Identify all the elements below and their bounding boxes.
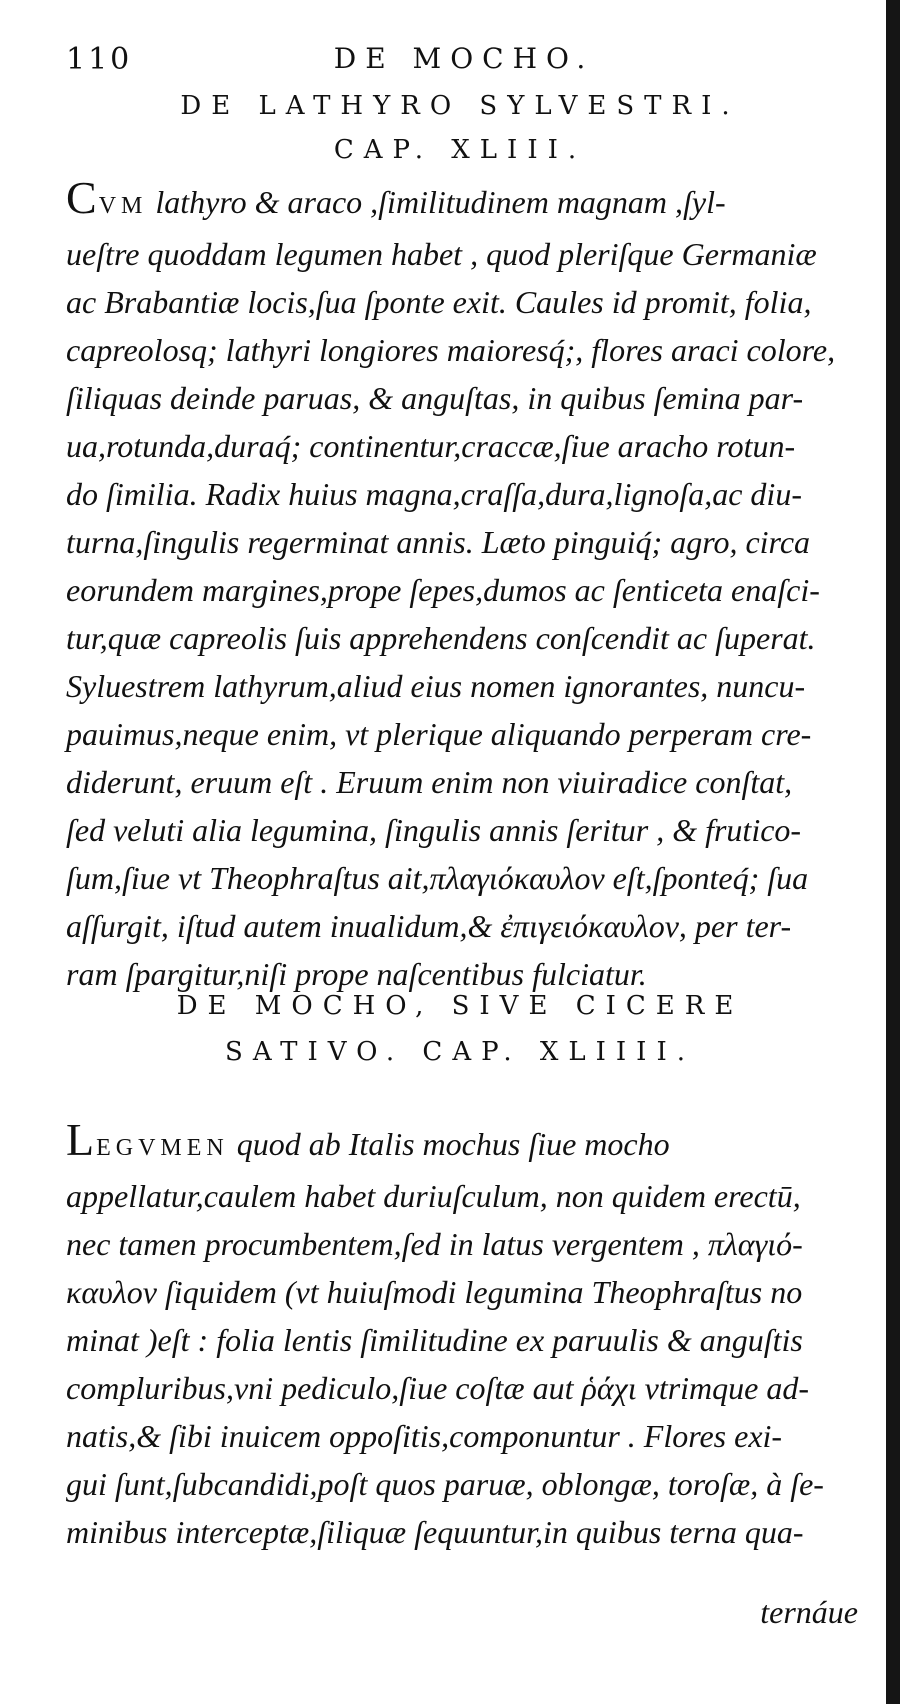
chapter-43-text: [66, 174, 862, 998]
text-line: ua,rotunda,duraq́; continentur,craccæ,ſiue aracho rotun-: [66, 428, 796, 464]
text-line: ueſtre quoddam legumen habet , quod pleriſque Germaniæ: [66, 236, 817, 272]
text-line: καυλον ſiquidem (vt huiuſmodi legumina Theophraſtus no: [66, 1274, 803, 1310]
text-line: pauimus,neque enim, vt plerique aliquando perperam cre-: [66, 716, 812, 752]
text-line: do ſimilia. Radix huius magna,craſſa,dura,lignoſa,ac diu-: [66, 476, 802, 512]
text-line: turna,ſingulis regerminat annis. Læto pinguiq́; agro, circa: [66, 524, 811, 560]
running-head: DE MOCHO.: [333, 42, 595, 75]
text-line: appellatur,caulem habet duriuſculum, non quidem erectū,: [66, 1178, 801, 1214]
text-line: ſiliquas deinde paruas, & anguſtas, in quibus ſemina par-: [66, 380, 804, 416]
chapter-44-title: DE MOCHO, SIVE CICERE: [176, 991, 744, 1021]
text-line: ſed veluti alia legumina, ſingulis annis ſeritur , & frutico-: [66, 812, 802, 848]
initial-letter: C: [66, 172, 99, 223]
initial-word-rest: VM: [98, 193, 148, 219]
page-number: 110: [66, 42, 133, 77]
text-line: [66, 1116, 862, 1172]
text-line: ſum,ſiue vt Theophraſtus ait,πλαγιόκαυλον eſt,ſponteq́; ſua: [66, 860, 809, 896]
text-line: aſſurgit, iſtud autem inualidum,& ἐπιγειόκαυλον, per ter-: [66, 908, 792, 944]
text-line: [66, 174, 862, 230]
text-line: natis,& ſibi inuicem oppoſitis,componuntur . Flores exi-: [66, 1418, 783, 1454]
catchword: ternáue: [760, 1594, 858, 1630]
text-line: compluribus,vni pediculo,ſiue coſtæ aut ῥάχι vtrimque ad-: [66, 1370, 810, 1406]
text-line: minat )eſt : folia lentis ſimilitudine ex paruulis & anguſtis: [66, 1322, 803, 1358]
text-line: ac Brabantiæ locis,ſua ſponte exit. Caules id promit, folia,: [66, 284, 812, 320]
text-line: gui ſunt,ſubcandidi,poſt quos paruæ, oblongæ, toroſæ, à ſe-: [66, 1466, 824, 1502]
text-line: tur,quæ capreolis ſuis apprehendens conſcendit ac ſuperat.: [66, 620, 816, 656]
text-line-content: lathyro & araco ,ſimilitudinem magnam ,ſyl-: [155, 184, 726, 220]
text-line: Syluestrem lathyrum,aliud eius nomen ignorantes, nuncu-: [66, 668, 806, 704]
text-line-content: quod ab Italis mochus ſiue mocho: [236, 1126, 670, 1162]
text-line: capreolosq; lathyri longiores maioresq́;, flores araci colore,: [66, 332, 836, 368]
chapter-44-number: SATIVO. CAP. XLIIII.: [225, 1037, 695, 1067]
text-line: diderunt, eruum eſt . Eruum enim non viuiradice conſtat,: [66, 764, 793, 800]
initial-word-rest: EGVMEN: [96, 1135, 229, 1161]
text-line: eorundem margines,prope ſepes,dumos ac ſenticeta enaſci-: [66, 572, 820, 608]
chapter-44-text: [66, 1116, 862, 1556]
page-edge-shadow: [886, 0, 900, 1704]
text-line: minibus interceptæ,ſiliquæ ſequuntur,in quibus terna qua-: [66, 1514, 804, 1550]
chapter-43-number: CAP. XLIII.: [333, 135, 587, 165]
text-line: nec tamen procumbentem,ſed in latus vergentem , πλαγιό-: [66, 1226, 803, 1262]
chapter-43-title: DE LATHYRO SYLVESTRI.: [180, 91, 740, 121]
initial-letter: L: [66, 1114, 97, 1165]
text-line: ram ſpargitur,niſi prope naſcentibus fulciatur.: [66, 956, 647, 992]
